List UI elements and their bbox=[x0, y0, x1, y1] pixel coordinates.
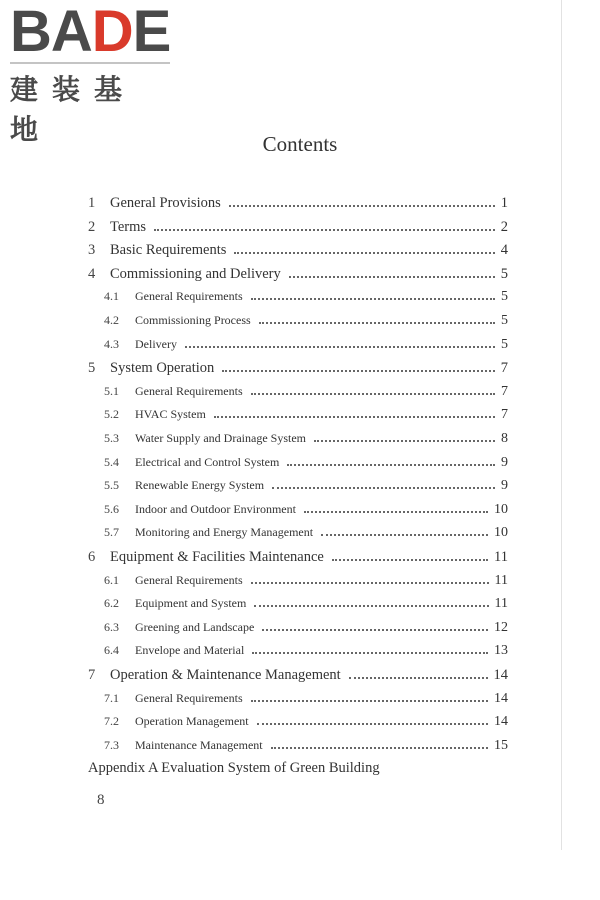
toc-entry-page: 14 bbox=[494, 714, 508, 730]
toc-entry[interactable] bbox=[0, 455, 600, 477]
toc-dot-leader bbox=[349, 677, 488, 679]
toc-dot-leader bbox=[314, 440, 495, 442]
toc-dot-leader bbox=[257, 723, 488, 725]
toc-entry-label: Equipment and System bbox=[135, 596, 247, 611]
toc-entry[interactable] bbox=[0, 667, 600, 689]
toc-entry[interactable] bbox=[0, 714, 600, 736]
logo-wordmark bbox=[10, 0, 175, 64]
toc-entry-number: 5.2 bbox=[104, 407, 119, 422]
toc-entry[interactable] bbox=[0, 384, 600, 406]
toc-entry-page: 14 bbox=[493, 667, 508, 683]
toc-entry-label: Envelope and Material bbox=[135, 643, 245, 658]
toc-entry[interactable] bbox=[0, 573, 600, 595]
toc-entry-number: 4.3 bbox=[104, 336, 119, 351]
toc-entry-label: HVAC System bbox=[135, 407, 206, 422]
toc-entry-page: 13 bbox=[494, 643, 508, 659]
toc-entry-label: Maintenance Management bbox=[135, 737, 263, 752]
toc-entry-label: General Requirements bbox=[135, 289, 243, 304]
toc-entry[interactable] bbox=[0, 219, 600, 241]
toc-entry-page: 8 bbox=[501, 431, 508, 446]
toc-dot-leader bbox=[254, 605, 489, 607]
toc-entry[interactable] bbox=[0, 502, 600, 524]
toc-entry-number: 4 bbox=[88, 265, 96, 282]
toc-entry-label: General Provisions bbox=[110, 195, 221, 211]
toc-dot-leader bbox=[222, 370, 495, 372]
toc-entry-page: 15 bbox=[494, 737, 508, 753]
toc-entry-page: 9 bbox=[501, 478, 508, 494]
toc-entry-number: 7.2 bbox=[104, 714, 119, 729]
appendix-entry: Appendix A Evaluation System of Green Building bbox=[88, 760, 380, 776]
toc-entry-number: 6.2 bbox=[104, 596, 119, 611]
toc-dot-leader bbox=[251, 298, 495, 300]
toc-entry-page: 7 bbox=[501, 407, 508, 423]
toc-entry-number: 6 bbox=[88, 549, 96, 565]
toc-entry[interactable] bbox=[0, 691, 600, 713]
toc-entry-number: 6.3 bbox=[104, 619, 119, 634]
toc-entry-label: Equipment & Facilities Maintenance bbox=[110, 549, 324, 565]
toc-dot-leader bbox=[214, 416, 495, 418]
toc-entry[interactable] bbox=[0, 525, 600, 547]
toc-entry-label: Delivery bbox=[135, 336, 177, 351]
toc-dot-leader bbox=[289, 276, 495, 278]
toc-entry-number: 5.3 bbox=[104, 431, 119, 445]
toc-entry-label: Monitoring and Energy Management bbox=[135, 525, 314, 540]
toc-entry-page: 10 bbox=[494, 525, 508, 541]
toc-entry-number: 5.1 bbox=[104, 383, 119, 398]
toc-entry[interactable] bbox=[0, 478, 600, 500]
toc-dot-leader bbox=[271, 747, 488, 749]
toc-entry-number: 1 bbox=[88, 195, 96, 211]
toc-dot-leader bbox=[234, 252, 495, 254]
toc-entry[interactable] bbox=[0, 738, 600, 760]
toc-entry-page: 11 bbox=[494, 572, 508, 588]
toc-entry-number: 7.1 bbox=[104, 690, 119, 705]
toc-entry-label: System Operation bbox=[110, 360, 215, 377]
toc-entry-page: 11 bbox=[494, 596, 508, 612]
toc-entry-number: 6.4 bbox=[104, 643, 119, 658]
logo-word-accent: D bbox=[91, 0, 133, 64]
toc-dot-leader bbox=[304, 511, 488, 513]
toc-entry[interactable] bbox=[0, 337, 600, 359]
toc-entry[interactable] bbox=[0, 549, 600, 571]
toc-entry-number: 5.4 bbox=[104, 454, 119, 469]
toc-entry-page: 5 bbox=[501, 336, 508, 352]
toc-dot-leader bbox=[229, 205, 495, 207]
logo-word-part: BA bbox=[10, 0, 92, 64]
toc-entry-page: 4 bbox=[500, 242, 508, 259]
toc-dot-leader bbox=[321, 534, 488, 536]
toc-entry-page: 10 bbox=[494, 501, 508, 517]
toc-entry-number: 5 bbox=[88, 360, 96, 377]
toc-dot-leader bbox=[252, 652, 488, 654]
toc-entry-page: 7 bbox=[501, 383, 508, 399]
toc-entry[interactable] bbox=[0, 596, 600, 618]
toc-entry-page: 7 bbox=[500, 360, 508, 377]
toc-entry[interactable] bbox=[0, 360, 600, 382]
logo-word-end: E bbox=[132, 0, 171, 64]
toc-entry-label: Renewable Energy System bbox=[135, 478, 265, 493]
page-title: Contents bbox=[262, 132, 338, 156]
toc-dot-leader bbox=[251, 582, 489, 584]
toc-entry-page: 14 bbox=[494, 690, 508, 706]
toc-entry[interactable] bbox=[0, 242, 600, 264]
toc-dot-leader bbox=[251, 393, 495, 395]
toc-entry[interactable] bbox=[0, 620, 600, 642]
toc-entry-number: 7 bbox=[88, 667, 96, 683]
toc-entry-label: Operation & Maintenance Management bbox=[110, 667, 341, 683]
toc-entry-number: 5.7 bbox=[104, 525, 119, 540]
toc-entry-number: 7.3 bbox=[104, 737, 119, 752]
toc-entry[interactable] bbox=[0, 431, 600, 453]
toc-entry-page: 5 bbox=[501, 313, 508, 328]
toc-entry-number: 3 bbox=[88, 242, 96, 259]
toc-entry-number: 6.1 bbox=[104, 572, 119, 587]
toc-entry[interactable] bbox=[0, 313, 600, 335]
logo-chinese-text: 建装基地 bbox=[10, 73, 137, 146]
toc-dot-leader bbox=[332, 559, 488, 561]
toc-dot-leader bbox=[154, 229, 495, 231]
toc-entry-label: Indoor and Outdoor Environment bbox=[135, 501, 296, 516]
toc-entry-page: 2 bbox=[500, 218, 508, 235]
toc-dot-leader bbox=[185, 346, 495, 348]
toc-entry-label: General Requirements bbox=[135, 572, 243, 587]
toc-entry[interactable] bbox=[0, 643, 600, 665]
page-number: 8 bbox=[97, 792, 105, 808]
toc-entry-page: 5 bbox=[501, 289, 508, 305]
toc-entry-page: 1 bbox=[500, 195, 508, 211]
toc-entry-number: 5.5 bbox=[104, 478, 119, 493]
toc-entry-page: 11 bbox=[494, 549, 508, 565]
toc-entry-label: Operation Management bbox=[135, 714, 249, 729]
toc-entry-number: 2 bbox=[88, 218, 96, 235]
toc-entry-label: Greening and Landscape bbox=[135, 619, 255, 634]
toc-entry-number: 4.1 bbox=[104, 289, 119, 304]
toc-dot-leader bbox=[251, 700, 488, 702]
toc-entry[interactable] bbox=[0, 407, 600, 429]
bade-logo bbox=[10, 0, 175, 148]
toc-entry-label: General Requirements bbox=[135, 690, 243, 705]
toc-entry-label: General Requirements bbox=[135, 383, 243, 398]
toc-dot-leader bbox=[287, 464, 495, 466]
toc-entry-page: 5 bbox=[500, 265, 508, 282]
toc-entry-number: 5.6 bbox=[104, 501, 119, 516]
toc-dot-leader bbox=[259, 322, 495, 324]
toc-entry[interactable] bbox=[0, 266, 600, 288]
toc-entry-label: Electrical and Control System bbox=[135, 454, 280, 469]
toc-entry[interactable] bbox=[0, 289, 600, 311]
toc-entry-page: 9 bbox=[501, 454, 508, 470]
toc-entry-label: Basic Requirements bbox=[110, 242, 227, 259]
toc-entry-label: Commissioning Process bbox=[135, 313, 251, 327]
toc-entry-label: Water Supply and Drainage System bbox=[135, 431, 306, 445]
toc-dot-leader bbox=[262, 629, 488, 631]
toc-entry-label: Terms bbox=[110, 218, 147, 235]
toc-entry-label: Commissioning and Delivery bbox=[110, 265, 281, 282]
toc-entry-number: 4.2 bbox=[104, 313, 119, 327]
toc-entry[interactable] bbox=[0, 195, 600, 217]
toc-dot-leader bbox=[272, 487, 495, 489]
toc-entry-page: 12 bbox=[494, 619, 508, 635]
